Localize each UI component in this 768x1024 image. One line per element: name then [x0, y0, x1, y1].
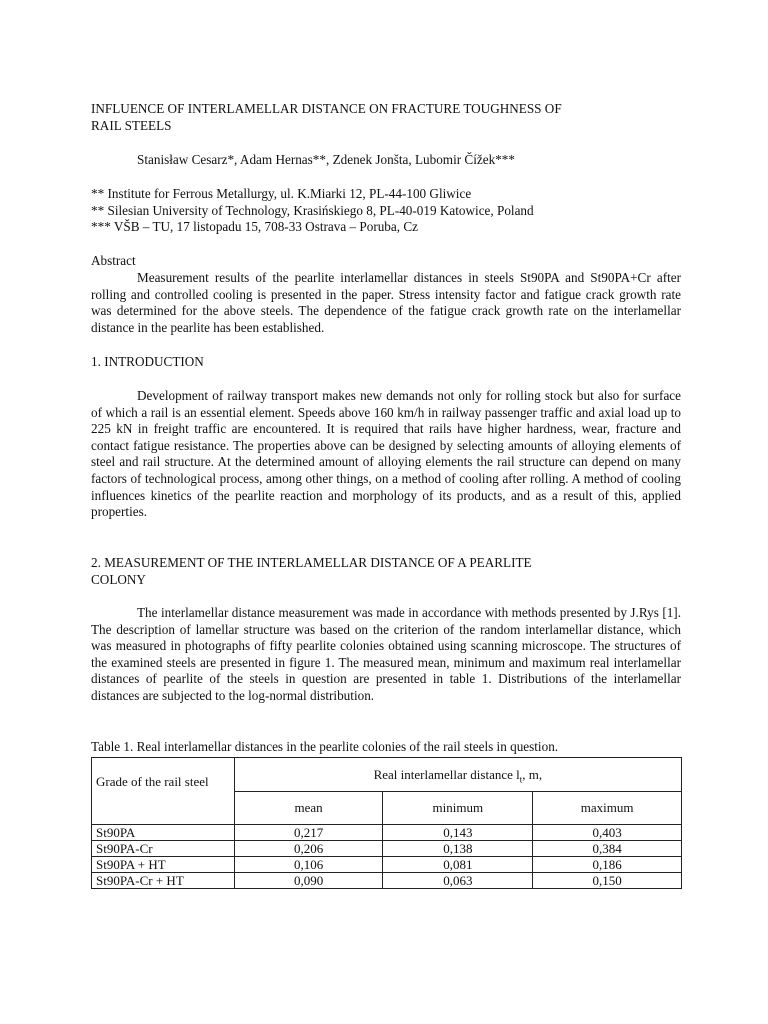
row-minimum: 0,143 [383, 825, 533, 841]
section-1-text: Development of railway transport makes new demands not only for rolling stock but also for surface of which a rail is an essential element. Speeds above 160 km/h in railway passenger traffic and axial load up to 225 kN in freight traffic are encountered. It is required that rails have higher hardness, wear, fracture and contact fatigue resistance. The properties above can be designed by selecting amounts of alloying elements of steel and rail structure. At the determined amount of alloying elements the rail structure can depend on many factors of technological process, among other things, on a method of cooling after rolling. A method of cooling influences kinetics of the pearlite reaction and morphology of its products, and as a result of this, applied properties. [91, 388, 681, 520]
row-mean: 0,217 [234, 825, 383, 841]
authors: Stanisław Cesarz*, Adam Hernas**, Zdenek Jonšta, Lubomir Čížek*** [137, 152, 515, 167]
affiliations [91, 186, 681, 236]
row-grade: St90PA + HT [92, 857, 235, 873]
paper-title [91, 101, 681, 134]
table-header-group-prefix: Real interlamellar distance l [373, 766, 520, 782]
row-maximum: 0,186 [533, 857, 682, 873]
table-header-grade: Grade of the rail steel [92, 758, 235, 825]
abstract-text: Measurement results of the pearlite interlamellar distances in steels St90PA and St90PA+Cr after rolling and controlled cooling is presented in the paper. Stress intensity factor and fatigue crack growth rate was determined for the above steels. The dependence of the fatigue crack growth rate on the interlamellar distance in the pearlite has been established. [91, 270, 681, 335]
table-header-maximum: maximum [533, 791, 682, 825]
table-row [92, 857, 682, 873]
section-2-text: The interlamellar distance measurement was made in accordance with methods presented by J.Rys [1]. The description of lamellar structure was based on the criterion of the random interlamellar distance, which was measured in photographs of fifty pearlite colonies obtained using scanning microscope. The structures of the examined steels are presented in figure 1. The measured mean, minimum and maximum real interlamellar distances of pearlite of the steels in question are presented in table 1. Distributions of the interlamellar distances are subjected to the log-normal distribution. [91, 605, 681, 703]
table-row [92, 873, 682, 889]
table-1-caption: Table 1. Real interlamellar distances in the pearlite colonies of the rail steels in question. [91, 739, 559, 754]
abstract-heading: Abstract [91, 253, 136, 268]
row-mean: 0,206 [234, 841, 383, 857]
row-maximum: 0,384 [533, 841, 682, 857]
section-2-heading-line-1: 2. MEASUREMENT OF THE INTERLAMELLAR DISTANCE OF A PEARLITE [91, 555, 532, 570]
table-row [92, 841, 682, 857]
row-grade: St90PA-Cr [92, 841, 235, 857]
row-minimum: 0,081 [383, 857, 533, 873]
table-header-mean: mean [234, 791, 383, 825]
table-header-group [234, 758, 681, 792]
section-1-heading: 1. INTRODUCTION [91, 354, 204, 369]
section-2-heading [91, 555, 681, 588]
affiliation-3: *** VŠB – TU, 17 listopadu 15, 708-33 Ostrava – Poruba, Cz [91, 219, 418, 235]
affiliation-1: ** Institute for Ferrous Metallurgy, ul. K.Miarki 12, PL-44-100 Gliwice [91, 186, 472, 201]
table-header-group-suffix: , m, [522, 766, 543, 782]
row-grade: St90PA-Cr + HT [92, 873, 235, 889]
title-line-2: RAIL STEELS [91, 117, 172, 133]
title-line-1: INFLUENCE OF INTERLAMELLAR DISTANCE ON FRACTURE TOUGHNESS OF [91, 101, 562, 116]
row-grade: St90PA [92, 825, 235, 841]
row-maximum: 0,150 [533, 873, 682, 889]
row-mean: 0,106 [234, 857, 383, 873]
table-header-group-sub: t [519, 774, 523, 785]
row-minimum: 0,138 [383, 841, 533, 857]
row-mean: 0,090 [234, 873, 383, 889]
row-maximum: 0,403 [533, 825, 682, 841]
table-row [92, 825, 682, 841]
row-minimum: 0,063 [383, 873, 533, 889]
table-1 [91, 757, 682, 889]
section-2-heading-line-2: COLONY [91, 571, 146, 587]
affiliation-2: ** Silesian University of Technology, Krasińskiego 8, PL-40-019 Katowice, Poland [91, 202, 534, 218]
table-header-minimum: minimum [383, 791, 533, 825]
